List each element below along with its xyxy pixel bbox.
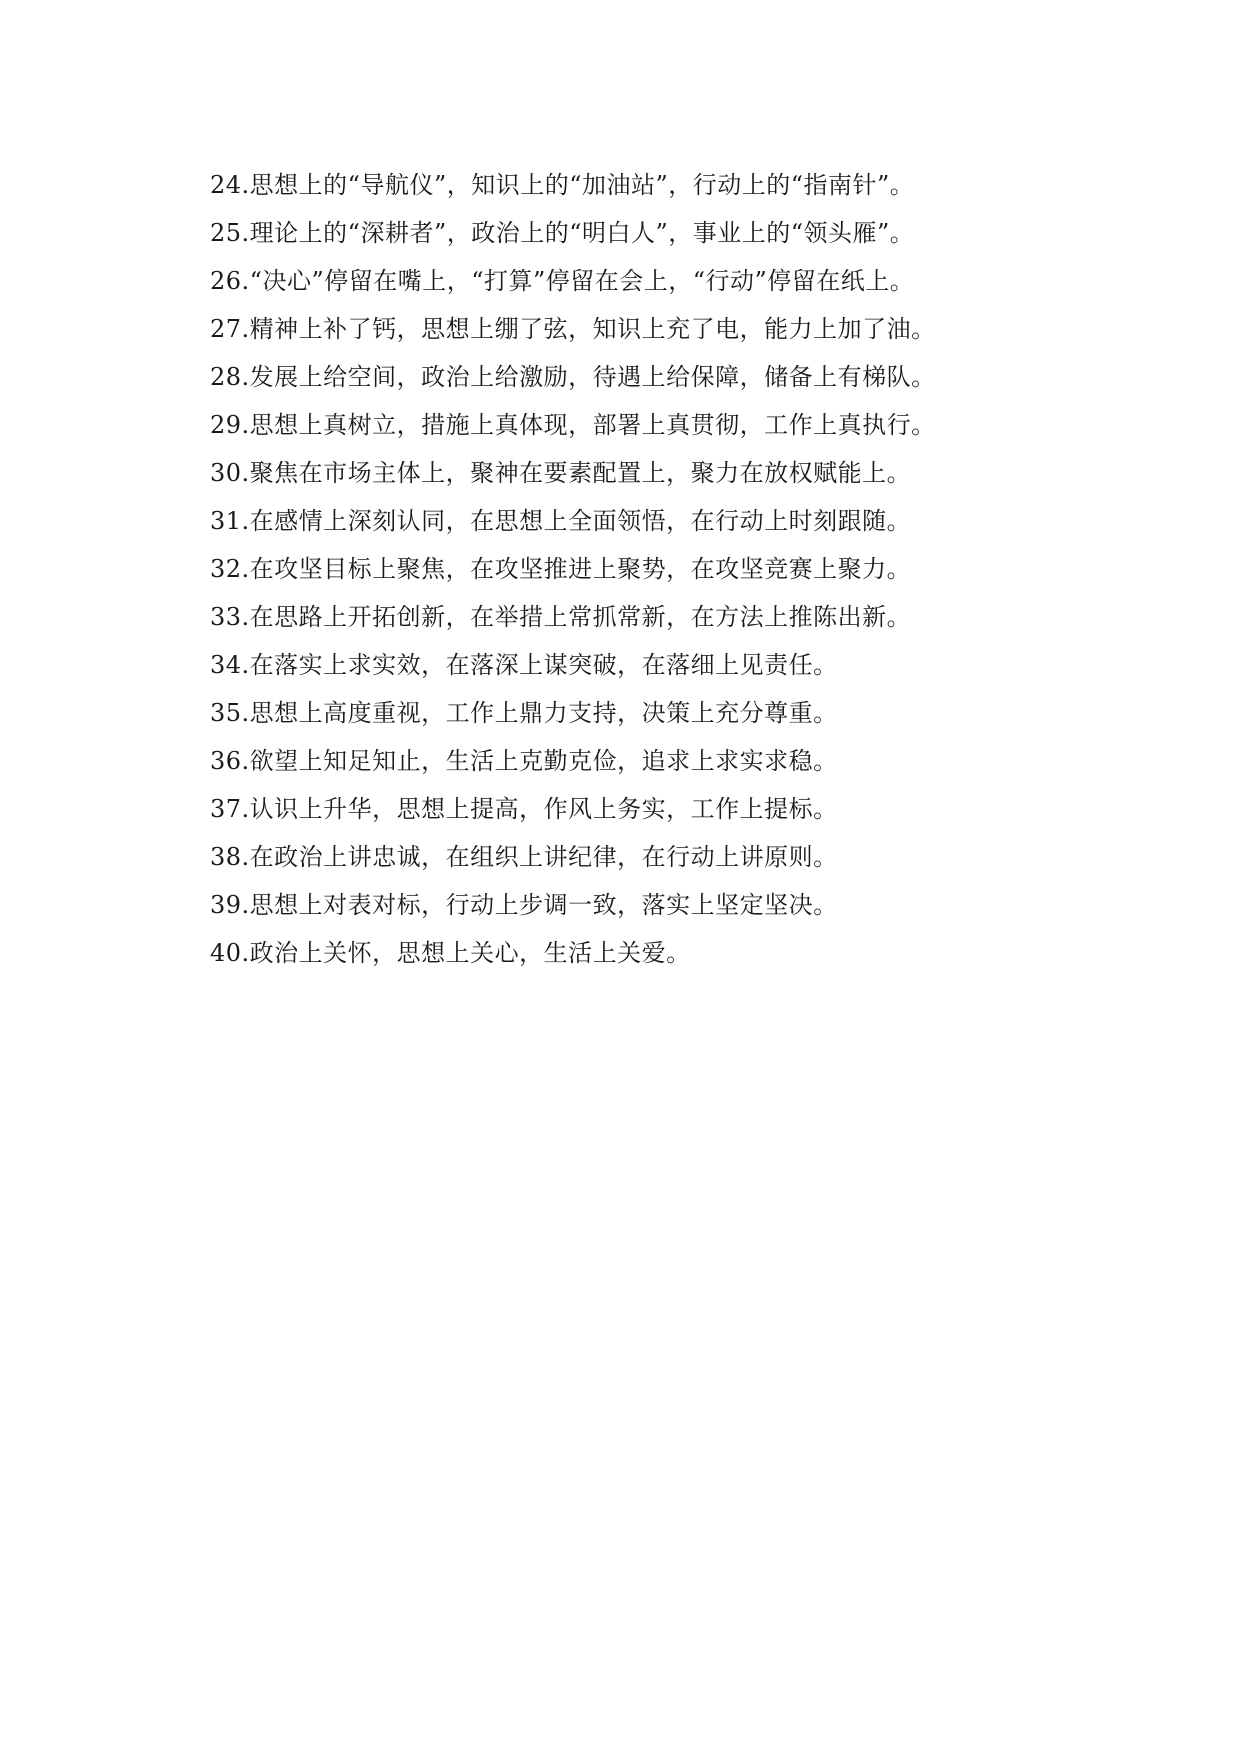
item-number: 29. (210, 411, 250, 439)
list-item (210, 833, 1210, 881)
item-text: 思想上对表对标，行动上步调一致，落实上坚定坚决。 (249, 891, 838, 919)
list-item (210, 449, 1210, 497)
item-number: 31. (210, 507, 250, 535)
item-number: 24. (210, 171, 250, 199)
item-number: 27. (210, 315, 250, 343)
item-text: 在落实上求实效，在落深上谋突破，在落细上见责任。 (249, 651, 838, 679)
item-text: 在思路上开拓创新，在举措上常抓常新，在方法上推陈出新。 (249, 603, 912, 631)
list-item (210, 545, 1210, 593)
item-text: 认识上升华，思想上提高，作风上务实，工作上提标。 (249, 795, 838, 823)
list-item (210, 641, 1210, 689)
list-item (210, 401, 1210, 449)
item-text: “决心”停留在嘴上，“打算”停留在会上，“行动”停留在纸上。 (249, 267, 915, 295)
item-number: 32. (210, 555, 250, 583)
list-item (210, 305, 1210, 353)
list-item (210, 929, 1210, 977)
list-item (210, 689, 1210, 737)
item-number: 35. (210, 699, 250, 727)
item-text: 在政治上讲忠诚，在组织上讲纪律，在行动上讲原则。 (249, 843, 838, 871)
item-number: 28. (210, 363, 250, 391)
list-item (210, 881, 1210, 929)
item-text: 在感情上深刻认同，在思想上全面领悟，在行动上时刻跟随。 (249, 507, 912, 535)
item-number: 34. (210, 651, 250, 679)
list-item (210, 257, 1210, 305)
item-text: 思想上高度重视，工作上鼎力支持，决策上充分尊重。 (249, 699, 838, 727)
item-text: 精神上补了钙，思想上绷了弦，知识上充了电，能力上加了油。 (249, 315, 936, 343)
list-item (210, 497, 1210, 545)
item-number: 37. (210, 795, 250, 823)
item-text: 聚焦在市场主体上，聚神在要素配置上，聚力在放权赋能上。 (249, 459, 912, 487)
item-text: 理论上的“深耕者”，政治上的“明白人”，事业上的“领头雁”。 (249, 219, 915, 247)
item-number: 25. (210, 219, 250, 247)
item-number: 36. (210, 747, 250, 775)
item-text: 思想上的“导航仪”，知识上的“加油站”，行动上的“指南针”。 (249, 171, 915, 199)
list-item (210, 353, 1210, 401)
list-item (210, 785, 1210, 833)
item-text: 发展上给空间，政治上给激励，待遇上给保障，储备上有梯队。 (249, 363, 936, 391)
list-item (210, 593, 1210, 641)
item-number: 39. (210, 891, 250, 919)
item-number: 30. (210, 459, 250, 487)
list-item (210, 161, 1210, 209)
list-item (210, 737, 1210, 785)
item-number: 33. (210, 603, 250, 631)
list-item (210, 209, 1210, 257)
item-text: 思想上真树立，措施上真体现，部署上真贯彻，工作上真执行。 (249, 411, 936, 439)
item-text: 欲望上知足知止，生活上克勤克俭，追求上求实求稳。 (249, 747, 838, 775)
numbered-list (210, 161, 1210, 977)
item-number: 38. (210, 843, 250, 871)
item-number: 40. (210, 939, 250, 967)
item-text: 在攻坚目标上聚焦，在攻坚推进上聚势，在攻坚竞赛上聚力。 (249, 555, 912, 583)
item-number: 26. (210, 267, 250, 295)
item-text: 政治上关怀，思想上关心，生活上关爱。 (249, 939, 691, 967)
